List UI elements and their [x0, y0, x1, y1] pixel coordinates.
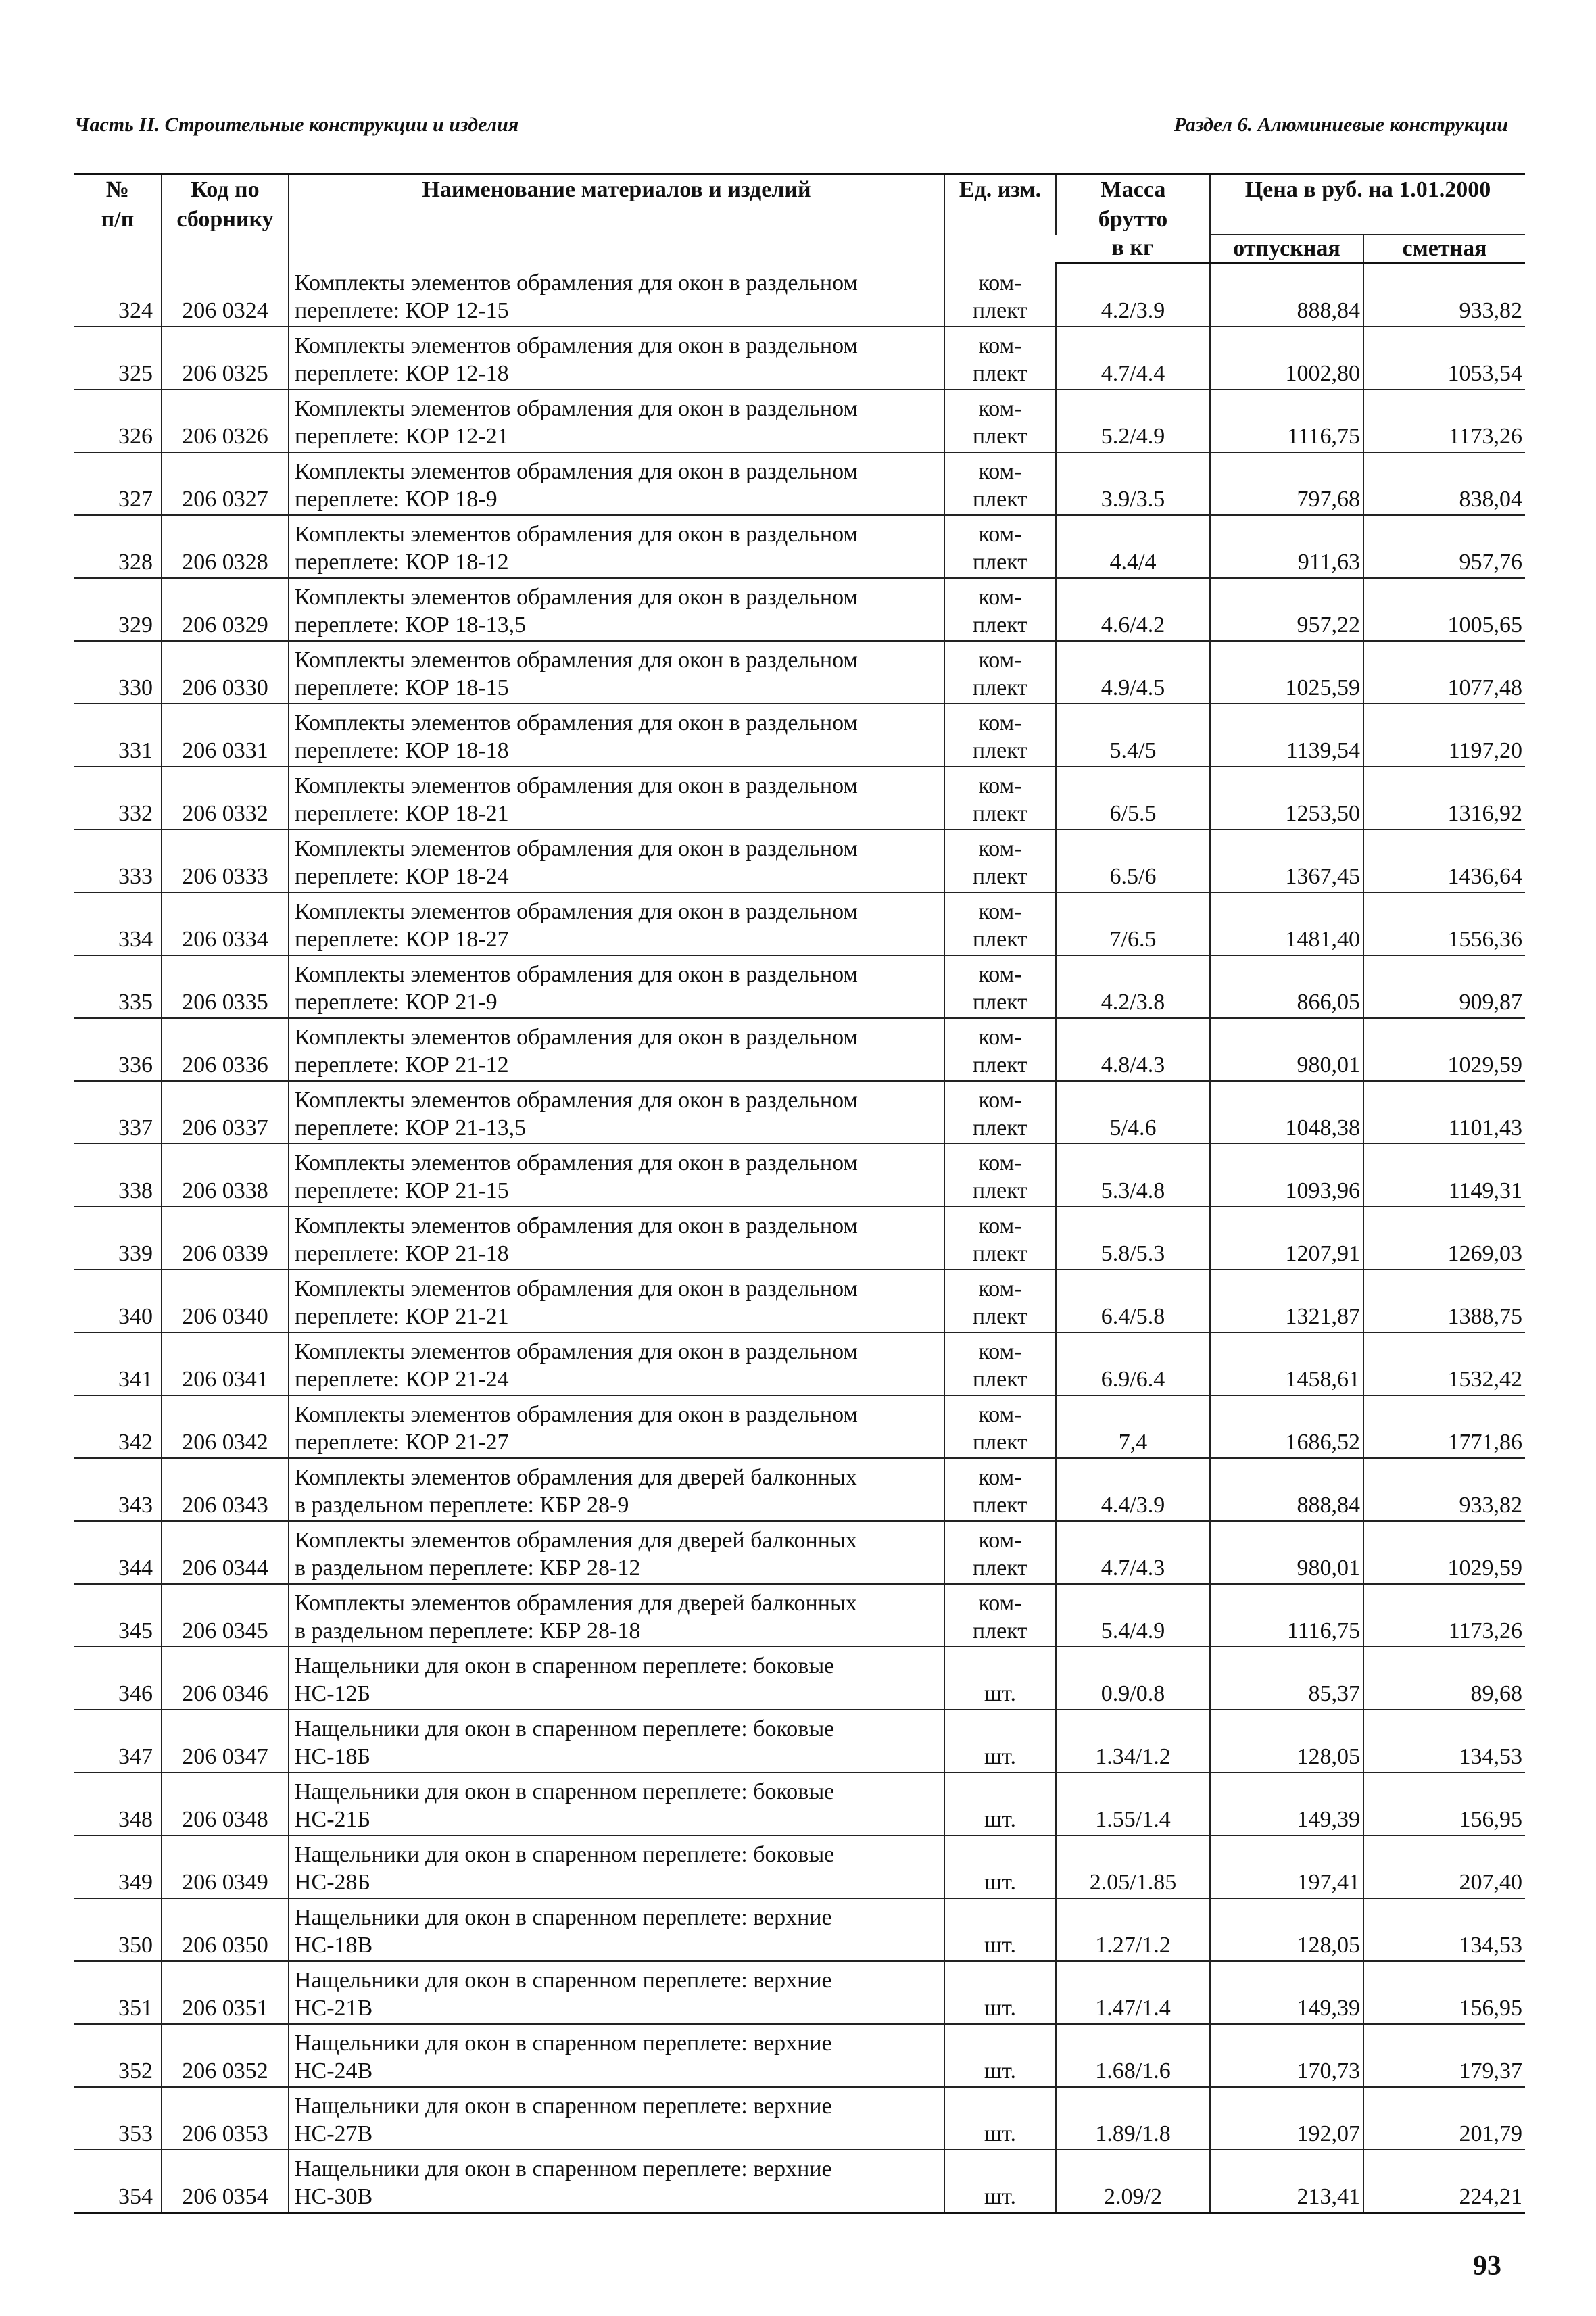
- row-code: 206 0349: [162, 1835, 289, 1898]
- row-name: Комплекты элементов обрамления для окон в раздельном переплете: КОР 18-21: [289, 767, 944, 829]
- table-row: [74, 1207, 1525, 1270]
- table-row: [74, 515, 1525, 578]
- row-code: 206 0325: [162, 327, 289, 389]
- row-mass: 4.2/3.8: [1056, 955, 1210, 1018]
- row-name: Комплекты элементов обрамления для окон в раздельном переплете: КОР 18-24: [289, 829, 944, 892]
- row-name: Нащельники для окон в спаренном переплете: верхние НС-21В: [289, 1961, 944, 2024]
- row-number: 333: [74, 829, 162, 892]
- table-row: [74, 1584, 1525, 1647]
- row-code: 206 0353: [162, 2087, 289, 2150]
- row-code: 206 0336: [162, 1018, 289, 1081]
- row-name: Комплекты элементов обрамления для окон в раздельном переплете: КОР 18-9: [289, 452, 944, 515]
- row-mass: 4.4/4: [1056, 515, 1210, 578]
- row-unit: ком- плект: [944, 1144, 1056, 1207]
- row-name: Комплекты элементов обрамления для окон в раздельном переплете: КОР 18-15: [289, 641, 944, 704]
- row-unit: шт.: [944, 2087, 1056, 2150]
- row-code: 206 0333: [162, 829, 289, 892]
- row-mass: 5.8/5.3: [1056, 1207, 1210, 1270]
- row-mass: 5.4/4.9: [1056, 1584, 1210, 1647]
- row-number: 326: [74, 389, 162, 452]
- row-number: 329: [74, 578, 162, 641]
- row-mass: 5.2/4.9: [1056, 389, 1210, 452]
- row-name: Комплекты элементов обрамления для окон в раздельном переплете: КОР 18-13,5: [289, 578, 944, 641]
- header-price-estimate: сметная: [1363, 235, 1525, 264]
- row-number: 341: [74, 1332, 162, 1395]
- row-code: 206 0339: [162, 1207, 289, 1270]
- header-code: Код по сборнику: [162, 174, 289, 264]
- row-name: Комплекты элементов обрамления для окон в раздельном переплете: КОР 21-15: [289, 1144, 944, 1207]
- row-mass: 4.2/3.9: [1056, 264, 1210, 327]
- table-row: [74, 1458, 1525, 1521]
- row-code: 206 0332: [162, 767, 289, 829]
- row-number: 351: [74, 1961, 162, 2024]
- row-code: 206 0352: [162, 2024, 289, 2087]
- table-row: [74, 264, 1525, 327]
- row-mass: 4.9/4.5: [1056, 641, 1210, 704]
- row-code: 206 0328: [162, 515, 289, 578]
- header-num: № п/п: [74, 174, 162, 264]
- row-mass: 1.89/1.8: [1056, 2087, 1210, 2150]
- row-price-estimate: 134,53: [1363, 1710, 1525, 1772]
- row-number: 349: [74, 1835, 162, 1898]
- running-header-right: Раздел 6. Алюминиевые конструкции: [1174, 114, 1508, 136]
- row-mass: 4.4/3.9: [1056, 1458, 1210, 1521]
- row-code: 206 0344: [162, 1521, 289, 1584]
- row-price-estimate: 201,79: [1363, 2087, 1525, 2150]
- row-name: Комплекты элементов обрамления для окон в раздельном переплете: КОР 21-13,5: [289, 1081, 944, 1144]
- row-price-release: 911,63: [1210, 515, 1363, 578]
- row-unit: ком- плект: [944, 892, 1056, 955]
- row-number: 336: [74, 1018, 162, 1081]
- row-price-estimate: 1029,59: [1363, 1018, 1525, 1081]
- row-code: 206 0341: [162, 1332, 289, 1395]
- row-price-estimate: 134,53: [1363, 1898, 1525, 1961]
- row-number: 331: [74, 704, 162, 767]
- table-row: [74, 2150, 1525, 2213]
- row-mass: 4.7/4.4: [1056, 327, 1210, 389]
- table-row: [74, 641, 1525, 704]
- row-unit: ком- плект: [944, 767, 1056, 829]
- row-name: Комплекты элементов обрамления для окон в раздельном переплете: КОР 12-18: [289, 327, 944, 389]
- row-unit: шт.: [944, 1898, 1056, 1961]
- row-name: Комплекты элементов обрамления для окон в раздельном переплете: КОР 12-21: [289, 389, 944, 452]
- row-number: 330: [74, 641, 162, 704]
- row-unit: шт.: [944, 2150, 1056, 2213]
- row-price-estimate: 1269,03: [1363, 1207, 1525, 1270]
- row-price-release: 1458,61: [1210, 1332, 1363, 1395]
- row-price-estimate: 179,37: [1363, 2024, 1525, 2087]
- row-number: 324: [74, 264, 162, 327]
- row-mass: 7/6.5: [1056, 892, 1210, 955]
- row-mass: 2.05/1.85: [1056, 1835, 1210, 1898]
- row-unit: ком- плект: [944, 1521, 1056, 1584]
- row-mass: 1.34/1.2: [1056, 1710, 1210, 1772]
- row-price-release: 213,41: [1210, 2150, 1363, 2213]
- row-unit: ком- плект: [944, 264, 1056, 327]
- row-price-estimate: 1029,59: [1363, 1521, 1525, 1584]
- row-mass: 2.09/2: [1056, 2150, 1210, 2213]
- row-price-release: 1686,52: [1210, 1395, 1363, 1458]
- header-price-group: Цена в руб. на 1.01.2000: [1210, 174, 1525, 235]
- row-mass: 6/5.5: [1056, 767, 1210, 829]
- row-number: 345: [74, 1584, 162, 1647]
- table-row: [74, 2087, 1525, 2150]
- table-row: [74, 389, 1525, 452]
- row-number: 338: [74, 1144, 162, 1207]
- row-price-release: 149,39: [1210, 1772, 1363, 1835]
- row-price-release: 128,05: [1210, 1898, 1363, 1961]
- row-unit: шт.: [944, 2024, 1056, 2087]
- row-number: 346: [74, 1647, 162, 1710]
- row-price-estimate: 1053,54: [1363, 327, 1525, 389]
- row-mass: 0.9/0.8: [1056, 1647, 1210, 1710]
- row-unit: ком- плект: [944, 389, 1056, 452]
- row-number: 343: [74, 1458, 162, 1521]
- row-price-estimate: 1436,64: [1363, 829, 1525, 892]
- row-price-estimate: 156,95: [1363, 1961, 1525, 2024]
- row-unit: шт.: [944, 1772, 1056, 1835]
- row-price-estimate: 909,87: [1363, 955, 1525, 1018]
- table-row: [74, 704, 1525, 767]
- row-unit: ком- плект: [944, 578, 1056, 641]
- row-code: 206 0345: [162, 1584, 289, 1647]
- row-name: Комплекты элементов обрамления для окон в раздельном переплете: КОР 12-15: [289, 264, 944, 327]
- table-row: [74, 1521, 1525, 1584]
- row-mass: 1.47/1.4: [1056, 1961, 1210, 2024]
- row-mass: 4.7/4.3: [1056, 1521, 1210, 1584]
- row-name: Комплекты элементов обрамления для окон в раздельном переплете: КОР 21-18: [289, 1207, 944, 1270]
- row-price-estimate: 1771,86: [1363, 1395, 1525, 1458]
- row-price-release: 1207,91: [1210, 1207, 1363, 1270]
- row-price-estimate: 207,40: [1363, 1835, 1525, 1898]
- row-code: 206 0337: [162, 1081, 289, 1144]
- row-name: Комплекты элементов обрамления для окон в раздельном переплете: КОР 21-24: [289, 1332, 944, 1395]
- header-name: Наименование материалов и изделий: [289, 174, 944, 264]
- table-row: [74, 1647, 1525, 1710]
- row-mass: 6.5/6: [1056, 829, 1210, 892]
- row-name: Комплекты элементов обрамления для дверей балконных в раздельном переплете: КБР 28-12: [289, 1521, 944, 1584]
- row-price-estimate: 1388,75: [1363, 1270, 1525, 1332]
- row-number: 335: [74, 955, 162, 1018]
- table-row: [74, 1835, 1525, 1898]
- row-mass: 4.8/4.3: [1056, 1018, 1210, 1081]
- row-unit: ком- плект: [944, 327, 1056, 389]
- table-row: [74, 1961, 1525, 2024]
- row-unit: ком- плект: [944, 955, 1056, 1018]
- row-number: 337: [74, 1081, 162, 1144]
- row-price-release: 1093,96: [1210, 1144, 1363, 1207]
- row-unit: ком- плект: [944, 1332, 1056, 1395]
- row-name: Комплекты элементов обрамления для окон в раздельном переплете: КОР 18-12: [289, 515, 944, 578]
- row-mass: 6.4/5.8: [1056, 1270, 1210, 1332]
- row-unit: ком- плект: [944, 1458, 1056, 1521]
- row-number: 340: [74, 1270, 162, 1332]
- row-name: Комплекты элементов обрамления для окон в раздельном переплете: КОР 21-27: [289, 1395, 944, 1458]
- row-price-release: 128,05: [1210, 1710, 1363, 1772]
- row-mass: 6.9/6.4: [1056, 1332, 1210, 1395]
- row-number: 325: [74, 327, 162, 389]
- row-unit: ком- плект: [944, 704, 1056, 767]
- row-unit: ком- плект: [944, 1584, 1056, 1647]
- row-price-estimate: 1149,31: [1363, 1144, 1525, 1207]
- row-number: 352: [74, 2024, 162, 2087]
- row-code: 206 0330: [162, 641, 289, 704]
- row-price-release: 888,84: [1210, 1458, 1363, 1521]
- row-code: 206 0324: [162, 264, 289, 327]
- row-code: 206 0334: [162, 892, 289, 955]
- row-price-release: 170,73: [1210, 2024, 1363, 2087]
- row-price-release: 1116,75: [1210, 1584, 1363, 1647]
- row-price-estimate: 933,82: [1363, 264, 1525, 327]
- page-number: 93: [1473, 2250, 1501, 2282]
- row-name: Комплекты элементов обрамления для окон в раздельном переплете: КОР 18-18: [289, 704, 944, 767]
- row-price-release: 957,22: [1210, 578, 1363, 641]
- row-unit: шт.: [944, 1961, 1056, 2024]
- row-unit: ком- плект: [944, 515, 1056, 578]
- row-mass: 1.55/1.4: [1056, 1772, 1210, 1835]
- row-number: 328: [74, 515, 162, 578]
- row-code: 206 0335: [162, 955, 289, 1018]
- row-price-release: 888,84: [1210, 264, 1363, 327]
- row-number: 353: [74, 2087, 162, 2150]
- price-table: [74, 173, 1525, 2214]
- row-price-estimate: 1556,36: [1363, 892, 1525, 955]
- row-name: Комплекты элементов обрамления для окон в раздельном переплете: КОР 21-12: [289, 1018, 944, 1081]
- row-code: 206 0350: [162, 1898, 289, 1961]
- header-price-release: отпускная: [1210, 235, 1363, 264]
- row-code: 206 0338: [162, 1144, 289, 1207]
- row-price-release: 1048,38: [1210, 1081, 1363, 1144]
- row-code: 206 0326: [162, 389, 289, 452]
- table-row: [74, 1270, 1525, 1332]
- row-price-estimate: 156,95: [1363, 1772, 1525, 1835]
- row-mass: 5.4/5: [1056, 704, 1210, 767]
- table-row: [74, 327, 1525, 389]
- row-price-release: 1025,59: [1210, 641, 1363, 704]
- row-price-estimate: 1101,43: [1363, 1081, 1525, 1144]
- row-price-estimate: 1005,65: [1363, 578, 1525, 641]
- row-number: 334: [74, 892, 162, 955]
- row-number: 339: [74, 1207, 162, 1270]
- table-row: [74, 452, 1525, 515]
- table-row: [74, 1395, 1525, 1458]
- row-price-estimate: 957,76: [1363, 515, 1525, 578]
- row-name: Нащельники для окон в спаренном переплете: верхние НС-24В: [289, 2024, 944, 2087]
- row-price-estimate: 1173,26: [1363, 1584, 1525, 1647]
- row-unit: ком- плект: [944, 1207, 1056, 1270]
- row-name: Нащельники для окон в спаренном переплете: верхние НС-30В: [289, 2150, 944, 2213]
- row-name: Нащельники для окон в спаренном переплете: боковые НС-18Б: [289, 1710, 944, 1772]
- row-price-estimate: 1316,92: [1363, 767, 1525, 829]
- table-row: [74, 1018, 1525, 1081]
- row-code: 206 0343: [162, 1458, 289, 1521]
- table-row: [74, 829, 1525, 892]
- row-price-estimate: 933,82: [1363, 1458, 1525, 1521]
- row-mass: 5.3/4.8: [1056, 1144, 1210, 1207]
- table-row: [74, 1772, 1525, 1835]
- table-row: [74, 892, 1525, 955]
- row-number: 347: [74, 1710, 162, 1772]
- row-unit: ком- плект: [944, 1081, 1056, 1144]
- row-unit: шт.: [944, 1710, 1056, 1772]
- row-mass: 1.27/1.2: [1056, 1898, 1210, 1961]
- table-body: [74, 264, 1525, 2213]
- row-number: 344: [74, 1521, 162, 1584]
- row-unit: ком- плект: [944, 829, 1056, 892]
- row-name: Комплекты элементов обрамления для окон в раздельном переплете: КОР 21-9: [289, 955, 944, 1018]
- row-name: Комплекты элементов обрамления для дверей балконных в раздельном переплете: КБР 28-9: [289, 1458, 944, 1521]
- row-name: Нащельники для окон в спаренном переплете: боковые НС-21Б: [289, 1772, 944, 1835]
- table-row: [74, 2024, 1525, 2087]
- row-mass: 1.68/1.6: [1056, 2024, 1210, 2087]
- row-code: 206 0329: [162, 578, 289, 641]
- row-price-release: 1116,75: [1210, 389, 1363, 452]
- row-name: Комплекты элементов обрамления для окон в раздельном переплете: КОР 21-21: [289, 1270, 944, 1332]
- row-code: 206 0340: [162, 1270, 289, 1332]
- row-number: 350: [74, 1898, 162, 1961]
- row-code: 206 0354: [162, 2150, 289, 2213]
- row-number: 348: [74, 1772, 162, 1835]
- table-row: [74, 578, 1525, 641]
- row-code: 206 0351: [162, 1961, 289, 2024]
- row-code: 206 0331: [162, 704, 289, 767]
- row-price-estimate: 1173,26: [1363, 389, 1525, 452]
- row-price-release: 980,01: [1210, 1521, 1363, 1584]
- row-price-release: 197,41: [1210, 1835, 1363, 1898]
- row-mass: 5/4.6: [1056, 1081, 1210, 1144]
- row-mass: 4.6/4.2: [1056, 578, 1210, 641]
- table-row: [74, 1081, 1525, 1144]
- row-price-release: 866,05: [1210, 955, 1363, 1018]
- row-unit: шт.: [944, 1647, 1056, 1710]
- table-row: [74, 1332, 1525, 1395]
- table-row: [74, 955, 1525, 1018]
- row-price-release: 1253,50: [1210, 767, 1363, 829]
- table-row: [74, 1144, 1525, 1207]
- row-name: Комплекты элементов обрамления для дверей балконных в раздельном переплете: КБР 28-18: [289, 1584, 944, 1647]
- row-code: 206 0327: [162, 452, 289, 515]
- row-name: Нащельники для окон в спаренном переплете: верхние НС-27В: [289, 2087, 944, 2150]
- table-row: [74, 767, 1525, 829]
- row-unit: ком- плект: [944, 1018, 1056, 1081]
- table-row: [74, 1898, 1525, 1961]
- row-number: 332: [74, 767, 162, 829]
- row-mass: 7,4: [1056, 1395, 1210, 1458]
- row-price-release: 192,07: [1210, 2087, 1363, 2150]
- row-code: 206 0347: [162, 1710, 289, 1772]
- row-price-estimate: 89,68: [1363, 1647, 1525, 1710]
- row-name: Комплекты элементов обрамления для окон в раздельном переплете: КОР 18-27: [289, 892, 944, 955]
- header-mass: Масса брутто: [1056, 174, 1210, 235]
- row-price-release: 1002,80: [1210, 327, 1363, 389]
- row-price-release: 797,68: [1210, 452, 1363, 515]
- running-header-left: Часть II. Строительные конструкции и изделия: [74, 114, 519, 136]
- row-price-release: 85,37: [1210, 1647, 1363, 1710]
- row-number: 342: [74, 1395, 162, 1458]
- row-unit: шт.: [944, 1835, 1056, 1898]
- header-mass-unit: в кг: [1056, 235, 1210, 264]
- header-unit: Ед. изм.: [944, 174, 1056, 264]
- row-unit: ком- плект: [944, 1395, 1056, 1458]
- row-name: Нащельники для окон в спаренном переплете: боковые НС-28Б: [289, 1835, 944, 1898]
- row-number: 327: [74, 452, 162, 515]
- row-unit: ком- плект: [944, 1270, 1056, 1332]
- row-price-estimate: 1077,48: [1363, 641, 1525, 704]
- row-code: 206 0346: [162, 1647, 289, 1710]
- table-row: [74, 1710, 1525, 1772]
- row-price-release: 1481,40: [1210, 892, 1363, 955]
- row-price-release: 980,01: [1210, 1018, 1363, 1081]
- row-price-estimate: 224,21: [1363, 2150, 1525, 2213]
- row-price-release: 1367,45: [1210, 829, 1363, 892]
- row-code: 206 0342: [162, 1395, 289, 1458]
- row-price-estimate: 1532,42: [1363, 1332, 1525, 1395]
- row-price-release: 1139,54: [1210, 704, 1363, 767]
- row-price-release: 149,39: [1210, 1961, 1363, 2024]
- row-code: 206 0348: [162, 1772, 289, 1835]
- row-price-estimate: 838,04: [1363, 452, 1525, 515]
- row-number: 354: [74, 2150, 162, 2213]
- row-price-release: 1321,87: [1210, 1270, 1363, 1332]
- row-name: Нащельники для окон в спаренном переплете: боковые НС-12Б: [289, 1647, 944, 1710]
- row-name: Нащельники для окон в спаренном переплете: верхние НС-18В: [289, 1898, 944, 1961]
- row-unit: ком- плект: [944, 641, 1056, 704]
- row-price-estimate: 1197,20: [1363, 704, 1525, 767]
- row-mass: 3.9/3.5: [1056, 452, 1210, 515]
- row-unit: ком- плект: [944, 452, 1056, 515]
